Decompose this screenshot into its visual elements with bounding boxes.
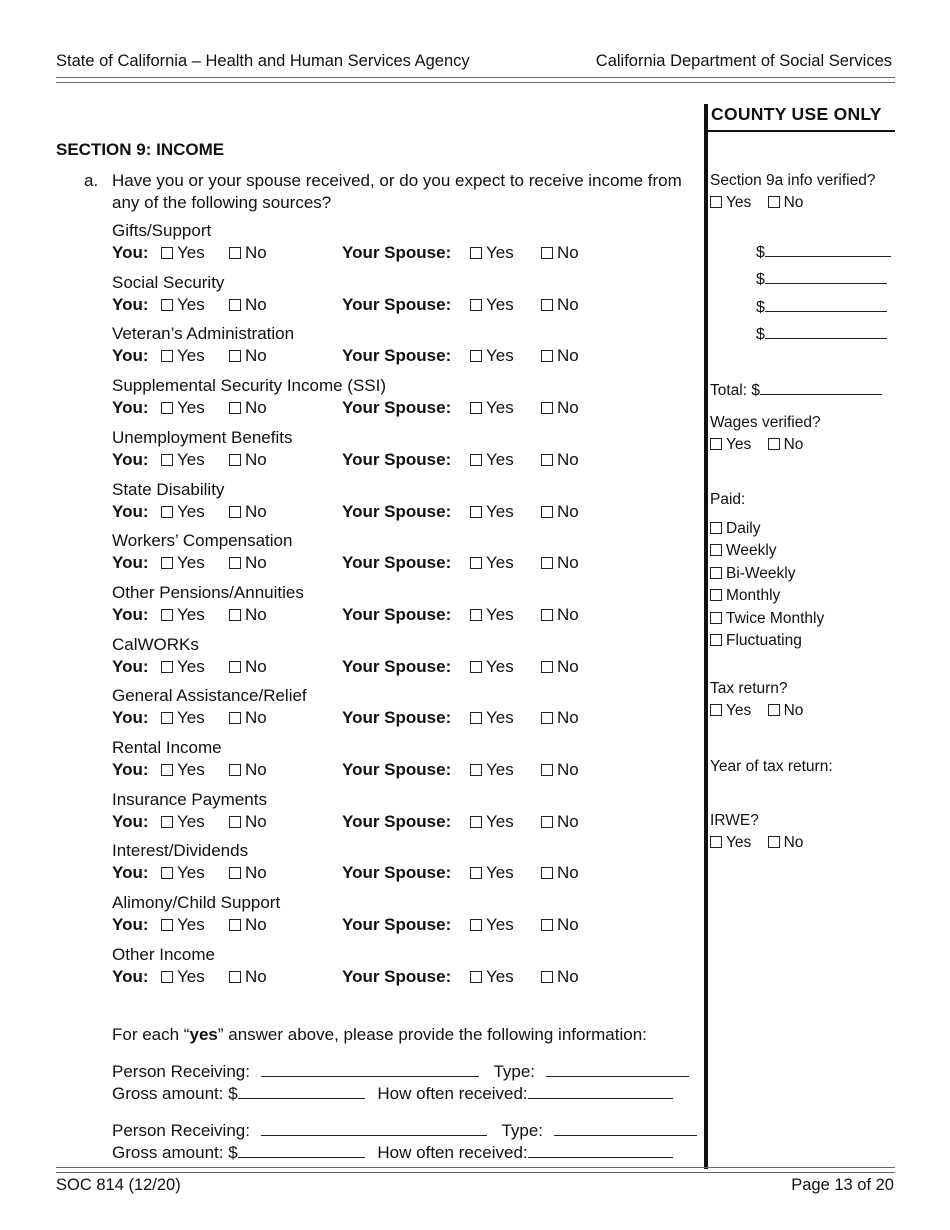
you-no-checkbox[interactable]	[229, 609, 241, 621]
spouse-label: Your Spouse:	[342, 449, 452, 469]
you-label: You:	[112, 294, 149, 314]
person-receiving-label: Person Receiving:	[112, 1121, 250, 1140]
how-often-label: How often received:	[377, 1084, 528, 1103]
person-receiving-field[interactable]	[261, 1062, 479, 1077]
spouse-yes-checkbox[interactable]	[470, 299, 482, 311]
how-often-field[interactable]	[528, 1084, 673, 1099]
question-text: Have you or your spouse received, or do you expect to receive income from any of the following sources?	[112, 171, 682, 212]
you-yes-option[interactable]: Yes	[161, 346, 205, 366]
gross-amount-field[interactable]	[238, 1143, 365, 1158]
county-amount-1: $	[756, 242, 891, 262]
spouse-label: Your Spouse:	[342, 863, 452, 883]
you-yes-option[interactable]: Yes	[161, 863, 205, 883]
instruction-text: For each “yes” answer above, please provide the following information:	[112, 1025, 647, 1044]
you-label: You:	[112, 604, 149, 624]
spouse-no-checkbox[interactable]	[541, 661, 553, 673]
spouse-no-option[interactable]: No	[541, 915, 579, 935]
county-irwe-options: Yes No	[710, 834, 803, 852]
spouse-label: Your Spouse:	[342, 501, 452, 521]
spouse-yes-checkbox[interactable]	[470, 764, 482, 776]
spouse-yes-checkbox[interactable]	[470, 454, 482, 466]
spouse-yes-option[interactable]: Yes	[470, 553, 514, 573]
spouse-no-option[interactable]: No	[541, 708, 579, 728]
county-irwe-yes-checkbox[interactable]	[710, 836, 722, 848]
you-yes-checkbox[interactable]	[161, 454, 173, 466]
instruction-bold-yes: yes	[189, 1025, 218, 1044]
you-no-option[interactable]: No	[229, 295, 267, 315]
spouse-label: Your Spouse:	[342, 553, 452, 573]
spouse-no-option[interactable]: No	[541, 243, 579, 263]
you-no-checkbox[interactable]	[229, 454, 241, 466]
you-no-option[interactable]: No	[229, 863, 267, 883]
spouse-no-checkbox[interactable]	[541, 299, 553, 311]
county-paid-option[interactable]: Twice Monthly	[710, 610, 824, 628]
spouse-label: Your Spouse:	[342, 811, 452, 831]
you-yes-option[interactable]: Yes	[161, 553, 205, 573]
you-no-option[interactable]: No	[229, 553, 267, 573]
you-no-option[interactable]: No	[229, 502, 267, 522]
you-yes-checkbox[interactable]	[161, 867, 173, 879]
county-column-divider	[704, 104, 708, 1169]
spouse-no-checkbox[interactable]	[541, 867, 553, 879]
income-source-name: Veteran’s Administration	[112, 324, 295, 344]
spouse-no-option[interactable]: No	[541, 553, 579, 573]
you-no-checkbox[interactable]	[229, 506, 241, 518]
you-label: You:	[112, 346, 149, 366]
you-label: You:	[112, 811, 149, 831]
you-no-checkbox[interactable]	[229, 764, 241, 776]
you-no-option[interactable]: No	[229, 657, 267, 677]
income-source-name: Social Security	[112, 272, 225, 292]
you-yes-checkbox[interactable]	[161, 816, 173, 828]
you-yes-checkbox[interactable]	[161, 350, 173, 362]
county-tax-question: Tax return?	[710, 680, 788, 697]
you-no-checkbox[interactable]	[229, 971, 241, 983]
you-label: You:	[112, 243, 149, 262]
spouse-no-checkbox[interactable]	[541, 609, 553, 621]
county-wages-question: Wages verified?	[710, 414, 821, 431]
county-paid-label: Paid:	[710, 491, 746, 508]
you-yes-checkbox[interactable]	[161, 299, 173, 311]
you-yes-option[interactable]: Yes	[161, 450, 205, 470]
income-source-name: Other Pensions/Annuities	[112, 582, 304, 602]
county-amount-field-2[interactable]	[765, 269, 887, 284]
spouse-no-checkbox[interactable]	[541, 454, 553, 466]
income-source-name: Rental Income	[112, 738, 222, 757]
spouse-no-option[interactable]: No	[541, 295, 579, 315]
type-field[interactable]	[546, 1062, 689, 1077]
you-no-checkbox[interactable]	[229, 661, 241, 673]
spouse-yes-checkbox[interactable]	[470, 971, 482, 983]
you-no-checkbox[interactable]	[229, 557, 241, 569]
you-yes-option[interactable]: Yes	[161, 605, 205, 625]
spouse-yes-option[interactable]: Yes	[470, 863, 514, 883]
you-yes-option[interactable]: Yes	[161, 708, 205, 728]
income-source-name: Supplemental Security Income (SSI)	[112, 376, 387, 396]
spouse-yes-option[interactable]: Yes	[470, 398, 514, 418]
person-receiving-field[interactable]	[261, 1121, 487, 1136]
you-no-option[interactable]: No	[229, 708, 267, 728]
spouse-yes-option[interactable]: Yes	[470, 243, 514, 263]
paid-option-checkbox[interactable]	[710, 567, 722, 579]
county-title-rule	[708, 130, 895, 132]
county-tax-options: Yes No	[710, 702, 803, 720]
page-number: Page 13 of 20	[791, 1176, 894, 1194]
spouse-no-checkbox[interactable]	[541, 350, 553, 362]
you-label: You:	[112, 760, 149, 779]
county-amount-4: $	[756, 324, 887, 344]
spouse-yes-option[interactable]: Yes	[470, 605, 514, 625]
county-paid-option[interactable]: Weekly	[710, 542, 777, 560]
county-total: Total: $	[710, 380, 882, 400]
spouse-label: Your Spouse:	[342, 915, 452, 935]
you-yes-option[interactable]: Yes	[161, 398, 205, 418]
you-no-option[interactable]: No	[229, 605, 267, 625]
you-no-option[interactable]: No	[229, 760, 267, 780]
income-source-name: General Assistance/Relief	[112, 686, 307, 706]
county-amount-field-1[interactable]	[765, 242, 891, 257]
type-label: Type:	[493, 1062, 536, 1081]
you-yes-checkbox[interactable]	[161, 402, 173, 414]
you-yes-checkbox[interactable]	[161, 557, 173, 569]
spouse-no-checkbox[interactable]	[541, 764, 553, 776]
spouse-yes-checkbox[interactable]	[470, 506, 482, 518]
type-field[interactable]	[554, 1121, 697, 1136]
you-label: You:	[112, 708, 149, 728]
county-paid-option[interactable]: Monthly	[710, 587, 780, 605]
you-label: You:	[112, 501, 149, 521]
person-receiving-label: Person Receiving:	[112, 1062, 250, 1081]
you-no-checkbox[interactable]	[229, 816, 241, 828]
you-yes-checkbox[interactable]	[161, 247, 173, 259]
income-source-name: Gifts/Support	[112, 221, 212, 240]
paid-option-checkbox[interactable]	[710, 544, 722, 556]
spouse-yes-option[interactable]: Yes	[470, 708, 514, 728]
county-paid-option[interactable]: Bi-Weekly	[710, 565, 795, 583]
spouse-no-option[interactable]: No	[541, 967, 579, 987]
you-yes-checkbox[interactable]	[161, 971, 173, 983]
spouse-yes-option[interactable]: Yes	[470, 760, 514, 780]
form-id: SOC 814 (12/20)	[56, 1176, 181, 1194]
county-irwe-question: IRWE?	[710, 812, 759, 829]
detail-block-1-row-2	[112, 1084, 673, 1104]
paid-option-checkbox[interactable]	[710, 634, 722, 646]
type-label: Type:	[501, 1121, 544, 1140]
section-title: SECTION 9: INCOME	[56, 140, 225, 159]
spouse-no-option[interactable]: No	[541, 346, 579, 366]
income-source-name: Unemployment Benefits	[112, 427, 293, 447]
income-source-name: Interest/Dividends	[112, 841, 249, 861]
paid-option-checkbox[interactable]	[710, 612, 722, 624]
you-no-checkbox[interactable]	[229, 350, 241, 362]
gross-amount-label: Gross amount: $	[112, 1084, 238, 1103]
you-yes-checkbox[interactable]	[161, 506, 173, 518]
you-yes-checkbox[interactable]	[161, 712, 173, 724]
header-divider	[56, 77, 895, 83]
you-label: You:	[112, 398, 149, 418]
you-no-option[interactable]: No	[229, 398, 267, 418]
you-yes-option[interactable]: Yes	[161, 502, 205, 522]
gross-amount-label: Gross amount: $	[112, 1143, 238, 1162]
spouse-yes-checkbox[interactable]	[470, 867, 482, 879]
paid-option-checkbox[interactable]	[710, 522, 722, 534]
spouse-no-checkbox[interactable]	[541, 712, 553, 724]
county-use-title: COUNTY USE ONLY	[711, 104, 882, 124]
county-total-field[interactable]	[760, 380, 882, 395]
spouse-no-option[interactable]: No	[541, 398, 579, 418]
county-amount-2: $	[756, 269, 887, 289]
you-no-checkbox[interactable]	[229, 712, 241, 724]
spouse-yes-checkbox[interactable]	[470, 402, 482, 414]
income-source-name: Insurance Payments	[112, 789, 267, 809]
county-irwe-no-checkbox[interactable]	[768, 836, 780, 848]
you-yes-option[interactable]: Yes	[161, 915, 205, 935]
spouse-label: Your Spouse:	[342, 604, 452, 624]
county-verified-yes-checkbox[interactable]	[710, 196, 722, 208]
how-often-field[interactable]	[528, 1143, 673, 1158]
county-verified-no-checkbox[interactable]	[768, 196, 780, 208]
you-yes-option[interactable]: Yes	[161, 967, 205, 987]
spouse-yes-option[interactable]: Yes	[470, 295, 514, 315]
you-label: You:	[112, 656, 149, 676]
county-paid-option[interactable]: Daily	[710, 520, 760, 538]
spouse-no-checkbox[interactable]	[541, 919, 553, 931]
header-department: California Department of Social Services	[595, 52, 892, 70]
spouse-yes-option[interactable]: Yes	[470, 346, 514, 366]
spouse-no-checkbox[interactable]	[541, 247, 553, 259]
spouse-yes-option[interactable]: Yes	[470, 967, 514, 987]
spouse-label: Your Spouse:	[342, 398, 452, 418]
spouse-yes-checkbox[interactable]	[470, 247, 482, 259]
header-agency: State of California – Health and Human Services Agency	[56, 52, 470, 70]
spouse-yes-option[interactable]: Yes	[470, 502, 514, 522]
you-no-checkbox[interactable]	[229, 919, 241, 931]
you-no-option[interactable]: No	[229, 915, 267, 935]
you-no-option[interactable]: No	[229, 967, 267, 987]
spouse-no-option[interactable]: No	[541, 605, 579, 625]
county-tax-year-label: Year of tax return:	[710, 758, 833, 775]
spouse-no-option[interactable]: No	[541, 450, 579, 470]
you-yes-option[interactable]: Yes	[161, 657, 205, 677]
spouse-yes-checkbox[interactable]	[470, 557, 482, 569]
county-verified-question: Section 9a info verified?	[710, 172, 876, 189]
spouse-yes-checkbox[interactable]	[470, 350, 482, 362]
income-source-name: Workers’ Compensation	[112, 531, 293, 551]
you-yes-checkbox[interactable]	[161, 764, 173, 776]
spouse-label: Your Spouse:	[342, 966, 452, 986]
you-no-checkbox[interactable]	[229, 402, 241, 414]
spouse-yes-checkbox[interactable]	[470, 816, 482, 828]
you-yes-checkbox[interactable]	[161, 661, 173, 673]
you-label: You:	[112, 863, 149, 883]
you-yes-checkbox[interactable]	[161, 919, 173, 931]
detail-block-1-row-1	[112, 1062, 689, 1082]
you-no-checkbox[interactable]	[229, 299, 241, 311]
county-amount-field-3[interactable]	[765, 297, 887, 312]
you-label: You:	[112, 915, 149, 935]
spouse-label: Your Spouse:	[342, 294, 452, 314]
you-no-option[interactable]: No	[229, 812, 267, 832]
county-paid-option[interactable]: Fluctuating	[710, 632, 802, 650]
income-source-name: Other Income	[112, 944, 215, 964]
spouse-no-checkbox[interactable]	[541, 402, 553, 414]
spouse-yes-option[interactable]: Yes	[470, 915, 514, 935]
you-label: You:	[112, 553, 149, 573]
you-yes-option[interactable]: Yes	[161, 812, 205, 832]
spouse-label: Your Spouse:	[342, 656, 452, 676]
county-wages-yes-checkbox[interactable]	[710, 438, 722, 450]
you-no-option[interactable]: No	[229, 243, 267, 263]
you-no-option[interactable]: No	[229, 450, 267, 470]
spouse-no-option[interactable]: No	[541, 657, 579, 677]
county-amount-field-4[interactable]	[765, 324, 887, 339]
you-no-option[interactable]: No	[229, 346, 267, 366]
income-source-name: CalWORKs	[112, 634, 199, 654]
you-no-checkbox[interactable]	[229, 867, 241, 879]
county-tax-yes-checkbox[interactable]	[710, 704, 722, 716]
spouse-label: Your Spouse:	[342, 243, 452, 262]
spouse-no-checkbox[interactable]	[541, 971, 553, 983]
spouse-no-option[interactable]: No	[541, 760, 579, 780]
county-amount-3: $	[756, 297, 887, 317]
spouse-no-option[interactable]: No	[541, 502, 579, 522]
you-yes-option[interactable]: Yes	[161, 760, 205, 780]
detail-block-2-row-1	[112, 1121, 697, 1141]
spouse-yes-checkbox[interactable]	[470, 661, 482, 673]
spouse-yes-option[interactable]: Yes	[470, 450, 514, 470]
you-label: You:	[112, 966, 149, 986]
spouse-no-checkbox[interactable]	[541, 557, 553, 569]
gross-amount-field[interactable]	[238, 1084, 365, 1099]
spouse-yes-checkbox[interactable]	[470, 919, 482, 931]
spouse-no-option[interactable]: No	[541, 863, 579, 883]
question-letter: a.	[84, 171, 99, 190]
spouse-label: Your Spouse:	[342, 708, 452, 728]
you-yes-option[interactable]: Yes	[161, 243, 205, 263]
county-wages-no-checkbox[interactable]	[768, 438, 780, 450]
spouse-yes-option[interactable]: Yes	[470, 657, 514, 677]
spouse-label: Your Spouse:	[342, 760, 452, 779]
spouse-yes-checkbox[interactable]	[470, 712, 482, 724]
spouse-no-checkbox[interactable]	[541, 506, 553, 518]
you-yes-option[interactable]: Yes	[161, 295, 205, 315]
spouse-no-checkbox[interactable]	[541, 816, 553, 828]
you-no-checkbox[interactable]	[229, 247, 241, 259]
spouse-no-option[interactable]: No	[541, 812, 579, 832]
footer-divider	[56, 1167, 895, 1173]
county-tax-no-checkbox[interactable]	[768, 704, 780, 716]
spouse-yes-checkbox[interactable]	[470, 609, 482, 621]
paid-option-checkbox[interactable]	[710, 589, 722, 601]
county-wages-options: Yes No	[710, 436, 803, 454]
how-often-label: How often received:	[377, 1143, 528, 1162]
income-source-name: Alimony/Child Support	[112, 893, 281, 913]
you-yes-checkbox[interactable]	[161, 609, 173, 621]
spouse-label: Your Spouse:	[342, 346, 452, 366]
detail-block-2-row-2	[112, 1143, 673, 1163]
county-verified-options: Yes No	[710, 194, 803, 212]
you-label: You:	[112, 449, 149, 469]
income-source-name: State Disability	[112, 479, 225, 499]
spouse-yes-option[interactable]: Yes	[470, 812, 514, 832]
